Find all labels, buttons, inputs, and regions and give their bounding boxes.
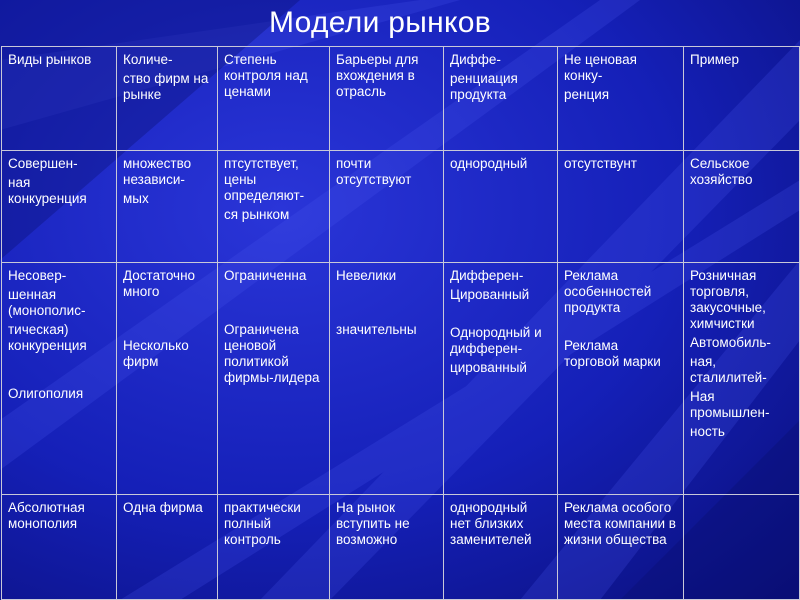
- table-row: [2, 263, 800, 495]
- header-entry-barriers: Барьеры для вхождения в отрасль: [330, 47, 444, 151]
- table-cell: Совершен- ная конкуренция: [2, 151, 117, 263]
- table-cell: Одна фирма: [117, 495, 218, 600]
- table-cell: птсутствует, цены определяют- ся рынком: [218, 151, 330, 263]
- slide-title: Модели рынков: [269, 6, 491, 39]
- market-models-table: [1, 46, 800, 600]
- table-cell: отсутствунт: [558, 151, 684, 263]
- header-example: Пример: [684, 47, 800, 151]
- header-market-type: Виды рынков: [2, 47, 117, 151]
- table-cell: практически полный контроль: [218, 495, 330, 600]
- header-non-price-competition: Не ценовая конку- ренция: [558, 47, 684, 151]
- header-price-control: Степень контроля над ценами: [218, 47, 330, 151]
- table-cell: однородный нет близких заменителей: [444, 495, 558, 600]
- table-cell: На рынок вступить не возможно: [330, 495, 444, 600]
- table-cell: множество независи- мых: [117, 151, 218, 263]
- table-cell: Несовер- шенная (монополис- тическая) конкуренция Олигополия: [2, 263, 117, 495]
- table-cell: Сельское хозяйство: [684, 151, 800, 263]
- table-cell: Реклама особенностей продукта Реклама торговой марки: [558, 263, 684, 495]
- table-row: [2, 495, 800, 600]
- table-cell: Розничная торговля, закусочные, химчистки Автомобиль- ная, сталилитей- Ная промышлен- ность: [684, 263, 800, 495]
- table-cell: Ограниченна Ограничена ценовой политикой фирмы-лидера: [218, 263, 330, 495]
- table-row: [2, 151, 800, 263]
- table-cell: Невелики значительны: [330, 263, 444, 495]
- header-product-differentiation: Диффе- ренциация продукта: [444, 47, 558, 151]
- header-row: [2, 47, 800, 151]
- header-firm-count: Количе- ство фирм на рынке: [117, 47, 218, 151]
- table-cell: Реклама особого места компании в жизни общества: [558, 495, 684, 600]
- table-cell: Абсолютная монополия: [2, 495, 117, 600]
- table-cell: почти отсутствуют: [330, 151, 444, 263]
- table-cell: однородный: [444, 151, 558, 263]
- table-cell: Дифферен- Цированный Однородный и дифферен- цированный: [444, 263, 558, 495]
- table-cell: Достаточно много Несколько фирм: [117, 263, 218, 495]
- table-cell: [684, 495, 800, 600]
